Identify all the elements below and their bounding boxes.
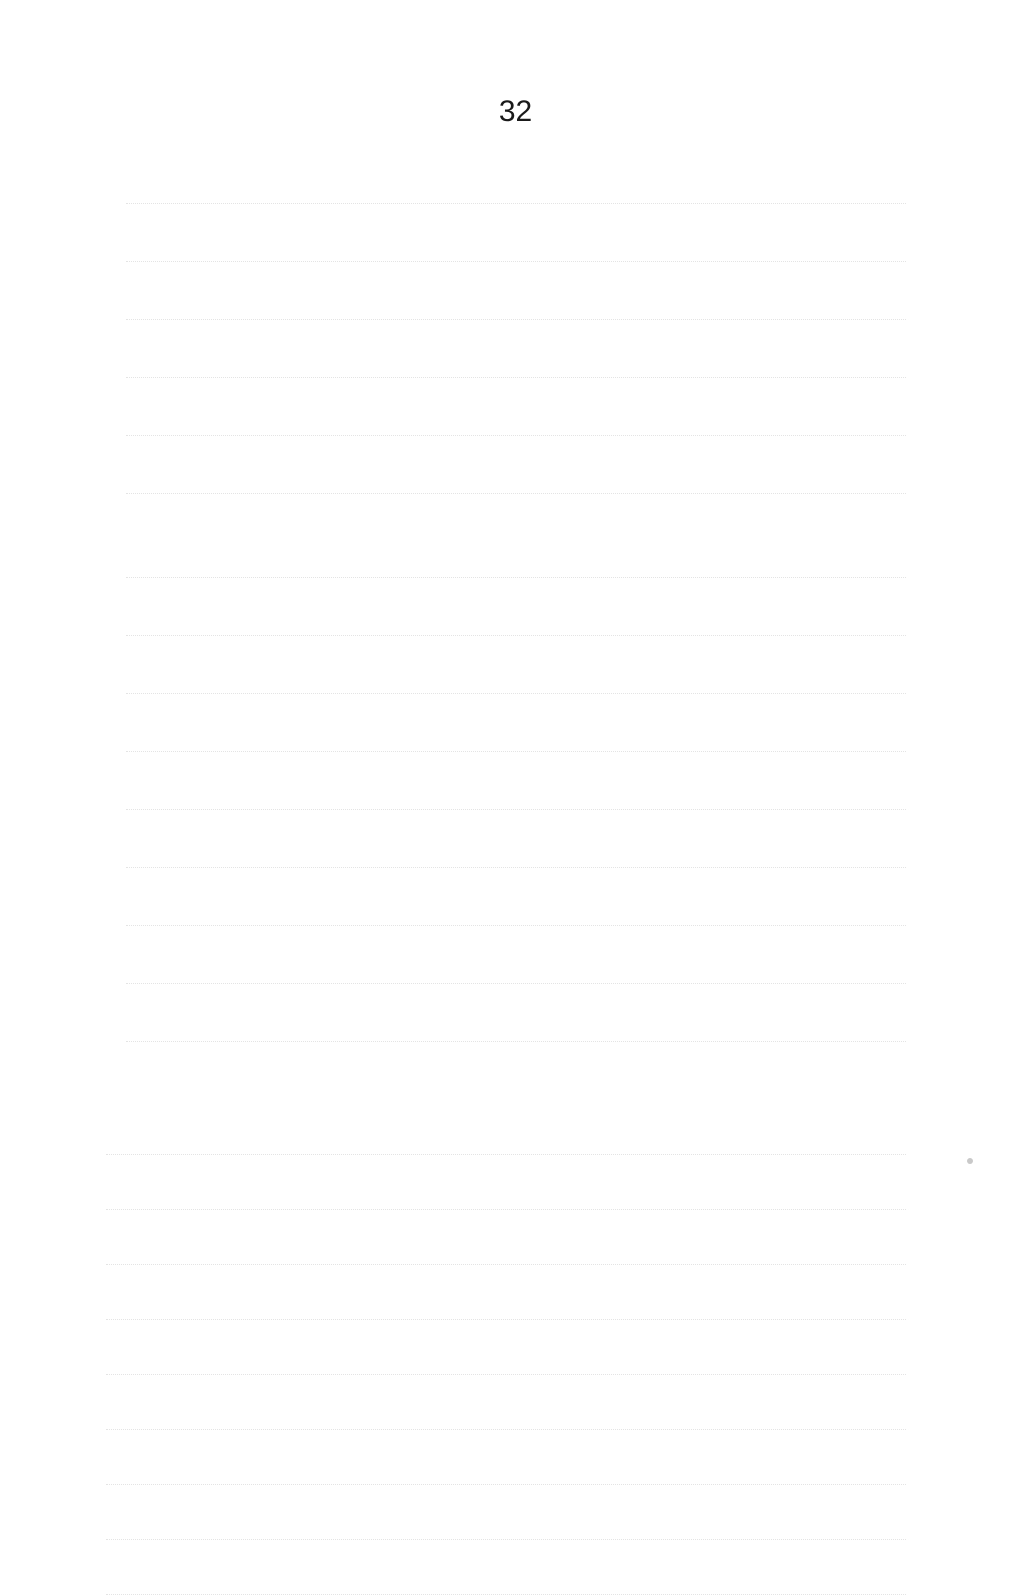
paragraph-line (126, 578, 906, 636)
paragraph-line (106, 1375, 906, 1430)
paragraph-line (126, 320, 906, 378)
paragraph-line (126, 810, 906, 868)
paragraph-line (126, 984, 906, 1042)
paragraph-line (126, 520, 906, 578)
paragraph-line (126, 694, 906, 752)
paragraph-line (126, 436, 906, 494)
page-number: 32 (498, 95, 533, 128)
paragraph-line (106, 1210, 906, 1265)
paragraph-line (126, 926, 906, 984)
paragraph-line (106, 1100, 906, 1155)
paragraph-line (126, 146, 906, 204)
paragraph-1 (126, 146, 906, 494)
paragraph-line (106, 1265, 906, 1320)
paragraph-line (106, 1485, 906, 1540)
paragraph-line (106, 1430, 906, 1485)
paragraph-line (126, 752, 906, 810)
paragraph-2 (126, 520, 906, 1042)
paragraph-line (106, 1155, 906, 1210)
paragraph-line (126, 204, 906, 262)
paragraph-3 (106, 1100, 906, 1595)
paragraph-line (126, 262, 906, 320)
paragraph-line (126, 868, 906, 926)
paragraph-line (106, 1320, 906, 1375)
paragraph-line (126, 636, 906, 694)
paragraph-line (106, 1540, 906, 1595)
paragraph-line (126, 378, 906, 436)
scan-speck (967, 1158, 973, 1164)
